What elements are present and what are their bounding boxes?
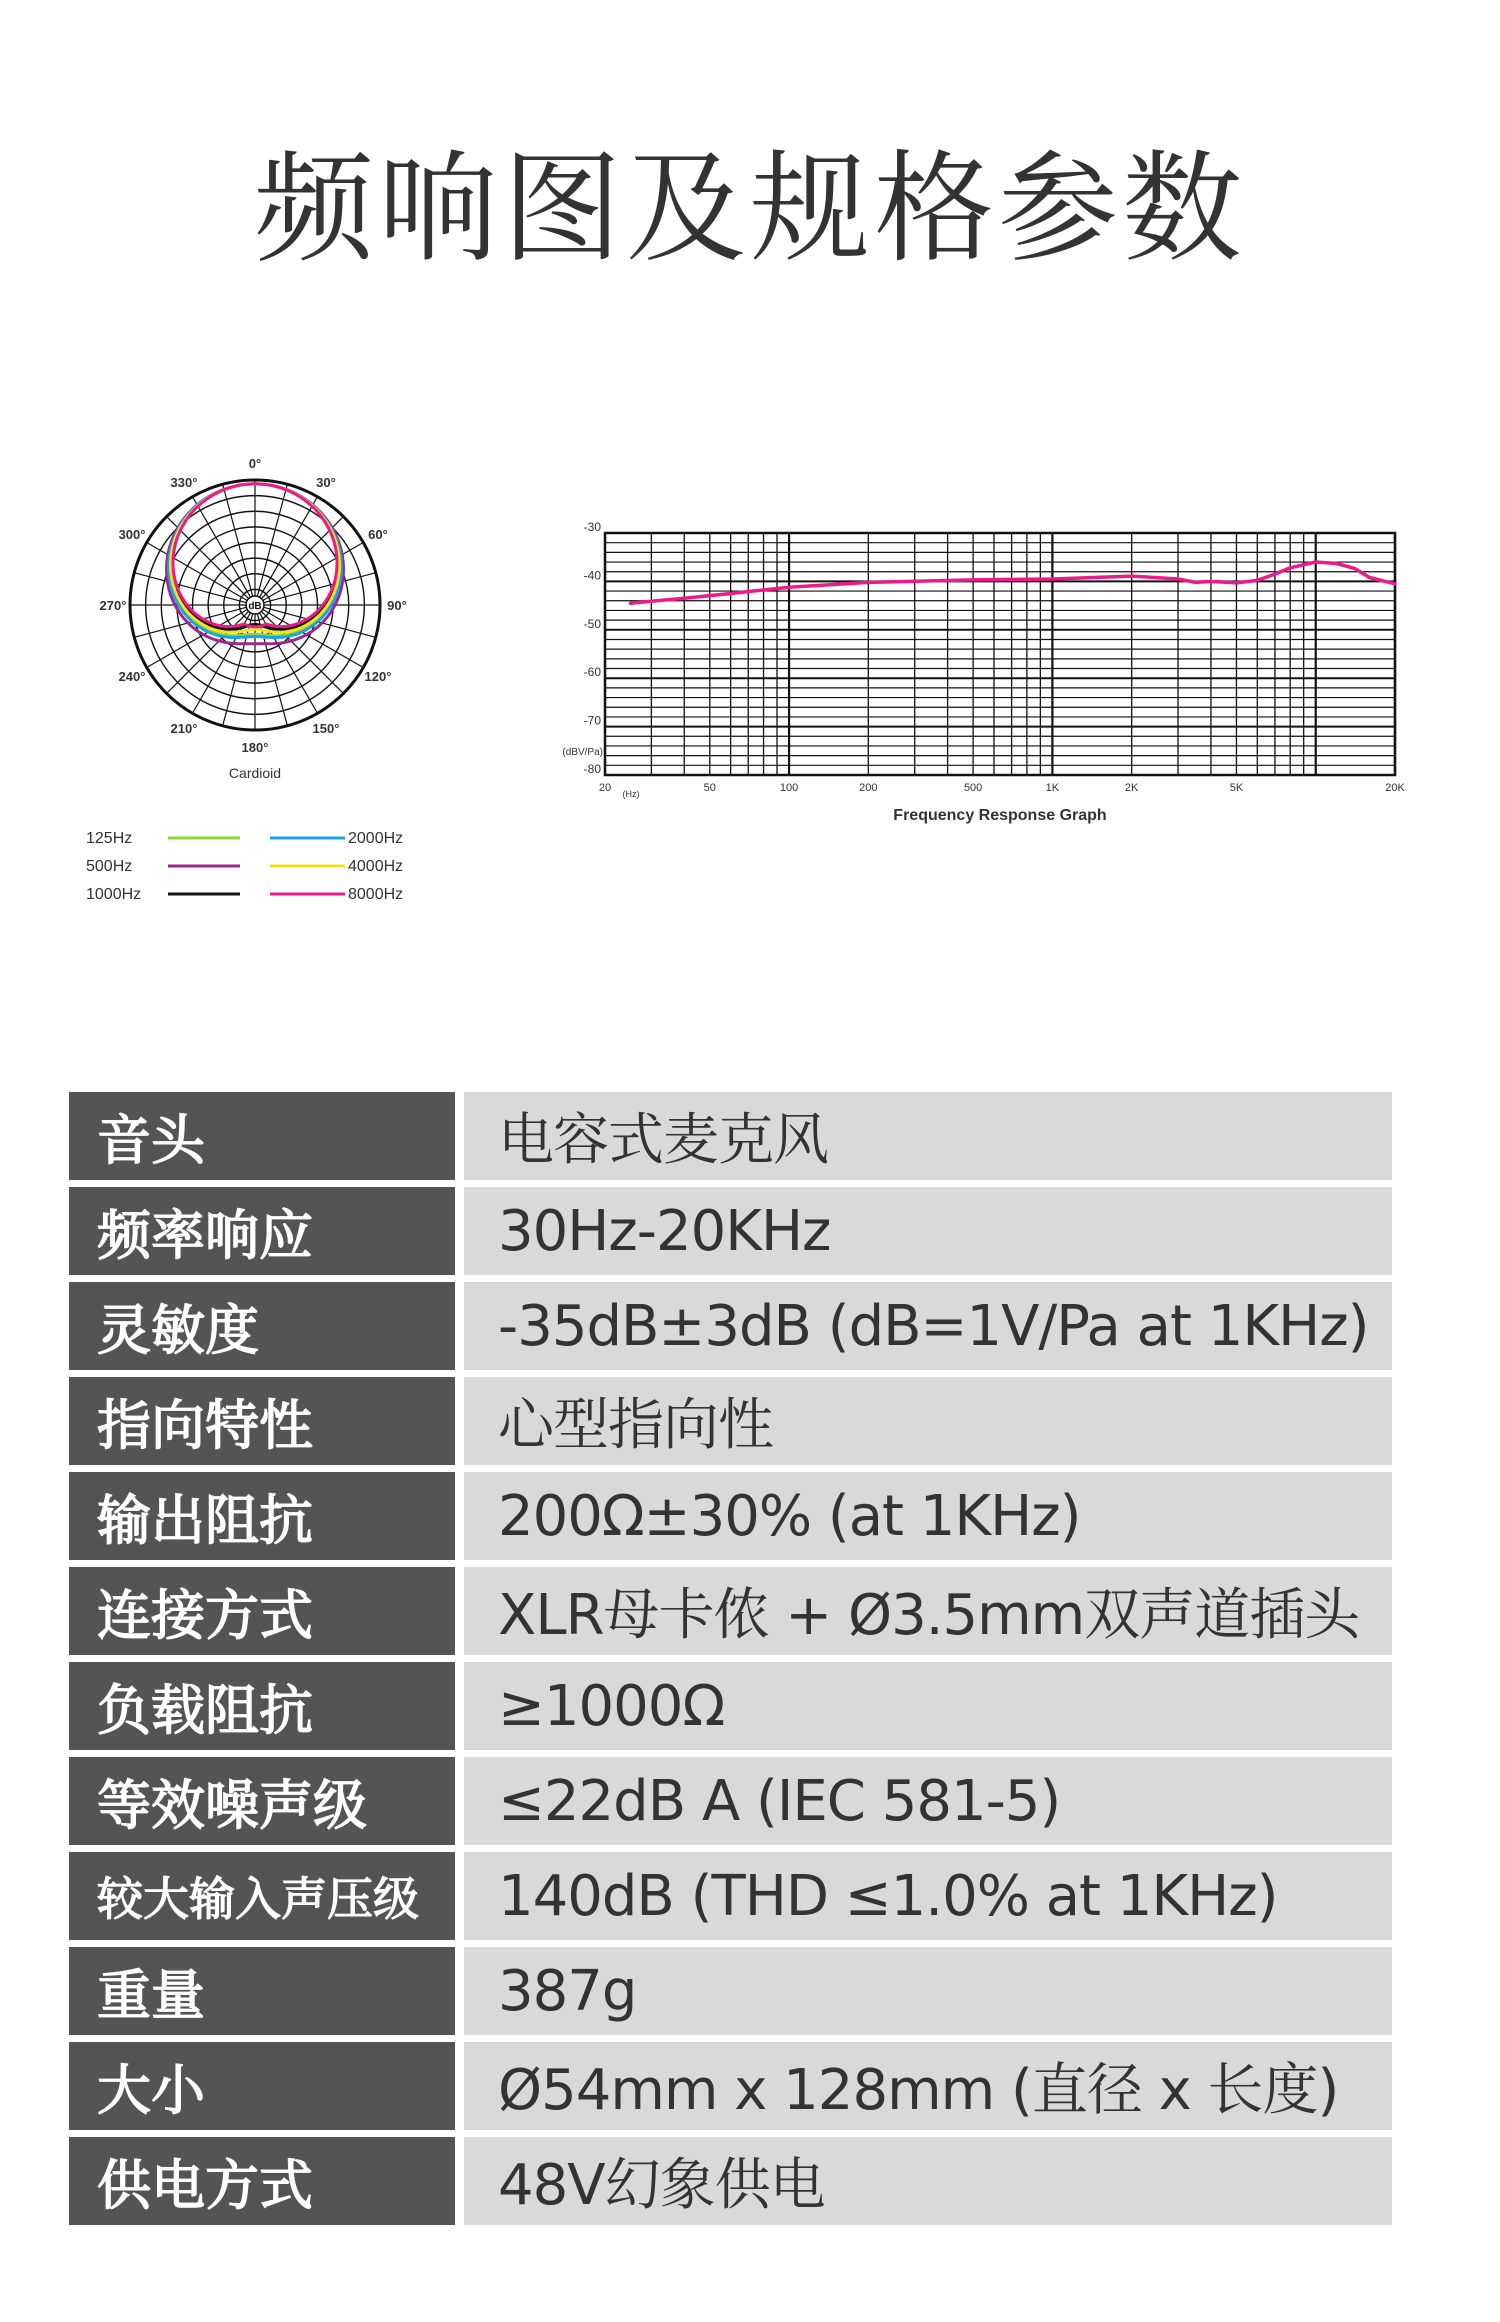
legend-label: 125Hz (86, 830, 133, 847)
polar-angle-label: 330° (170, 475, 198, 491)
legend-label: 1000Hz (86, 886, 142, 903)
spec-label: 负载阻抗 (69, 1662, 455, 1750)
polar-spoke (134, 573, 247, 603)
x-tick-label: 100 (779, 782, 799, 794)
spec-row (69, 1282, 1392, 1370)
polar-angle-label: 300° (118, 527, 146, 542)
spec-label: 输出阻抗 (69, 1472, 455, 1560)
y-tick-label: -40 (583, 568, 601, 583)
spec-value: 200Ω±30% (at 1KHz) (464, 1472, 1392, 1560)
spec-value: 心型指向性 (464, 1377, 1392, 1465)
spec-label: 灵敏度 (69, 1282, 455, 1370)
spec-label: 等效噪声级 (69, 1757, 455, 1845)
y-tick-label: -30 (583, 520, 601, 534)
spec-row (69, 2137, 1392, 2225)
polar-spoke (223, 484, 253, 597)
spec-value: 电容式麦克风 (464, 1092, 1392, 1180)
spec-row (69, 1757, 1392, 1845)
spec-row (69, 1947, 1392, 2035)
polar-angle-label: 180° (241, 740, 269, 755)
polar-angle-label: 60° (368, 527, 388, 542)
polar-angle-label: 30° (316, 475, 336, 491)
spec-row (69, 1187, 1392, 1275)
legend-label: 8000Hz (348, 886, 404, 903)
x-tick-label: 50 (703, 782, 716, 794)
x-tick-label: 200 (859, 782, 878, 794)
legend-label: 500Hz (86, 858, 133, 875)
spec-value: 140dB (THD ≤1.0% at 1KHz) (464, 1852, 1392, 1940)
page-title: 频响图及规格参数 (254, 140, 1246, 279)
y-tick-label: -60 (583, 665, 601, 680)
y-axis-label: (dBV/Pa) (562, 746, 603, 758)
polar-pattern-chart (60, 430, 480, 910)
spec-row (69, 1567, 1392, 1655)
polar-angle-label: 0° (248, 456, 262, 471)
polar-angle-label: 150° (312, 720, 340, 736)
x-tick-label: 20K (1385, 782, 1405, 794)
polar-spoke (257, 484, 287, 597)
spec-value: 387g (464, 1947, 1392, 2035)
polar-angle-label: 270° (99, 598, 127, 613)
x-tick-label: 5K (1229, 782, 1244, 794)
legend-label: 2000Hz (348, 830, 404, 847)
polar-angle-label: 120° (364, 669, 392, 684)
spec-value: XLR母卡侬 + Ø3.5mm双声道插头 (464, 1567, 1392, 1655)
x-axis-label: (Hz) (622, 789, 640, 799)
x-tick-label: 20 (598, 782, 612, 794)
spec-label: 音头 (69, 1092, 455, 1180)
chart-title: Frequency Response Graph (893, 807, 1107, 824)
spec-value: -35dB±3dB (dB=1V/Pa at 1KHz) (464, 1282, 1392, 1370)
polar-angle-label: 240° (118, 669, 146, 684)
y-tick-label: -70 (583, 713, 601, 728)
plot-frame (605, 533, 1395, 775)
y-tick-label: -50 (583, 616, 601, 631)
polar-angle-label: 90° (387, 598, 407, 613)
x-tick-label: 2K (1124, 782, 1139, 794)
spec-row (69, 2042, 1392, 2130)
spec-row (69, 1852, 1392, 1940)
polar-center-label: dB (248, 601, 262, 612)
spec-label: 较大输入声压级 (69, 1852, 455, 1940)
spec-row (69, 1092, 1392, 1180)
spec-row (69, 1377, 1392, 1465)
spec-label: 指向特性 (69, 1377, 455, 1465)
spec-label: 大小 (69, 2042, 455, 2130)
spec-label: 频率响应 (69, 1187, 455, 1275)
spec-label: 连接方式 (69, 1567, 455, 1655)
spec-table (69, 1092, 1392, 2232)
polar-spoke (263, 573, 376, 603)
series-line (631, 562, 1396, 603)
x-tick-label: 500 (963, 782, 983, 794)
spec-label: 供电方式 (69, 2137, 455, 2225)
spec-value: 48V幻象供电 (464, 2137, 1392, 2225)
polar-xlabel: Cardioid (228, 765, 282, 781)
polar-angle-label: 210° (170, 720, 198, 736)
spec-value: ≥1000Ω (464, 1662, 1392, 1750)
frequency-response-chart (530, 505, 1410, 835)
spec-value: 30Hz-20KHz (464, 1187, 1392, 1275)
spec-label: 重量 (69, 1947, 455, 2035)
spec-row (69, 1662, 1392, 1750)
legend-label: 4000Hz (348, 858, 404, 875)
y-tick-label: -80 (583, 762, 601, 776)
spec-value: ≤22dB A (IEC 581-5) (464, 1757, 1392, 1845)
x-tick-label: 1K (1045, 782, 1060, 794)
spec-row (69, 1472, 1392, 1560)
spec-value: Ø54mm x 128mm (直径 x 长度) (464, 2042, 1392, 2130)
